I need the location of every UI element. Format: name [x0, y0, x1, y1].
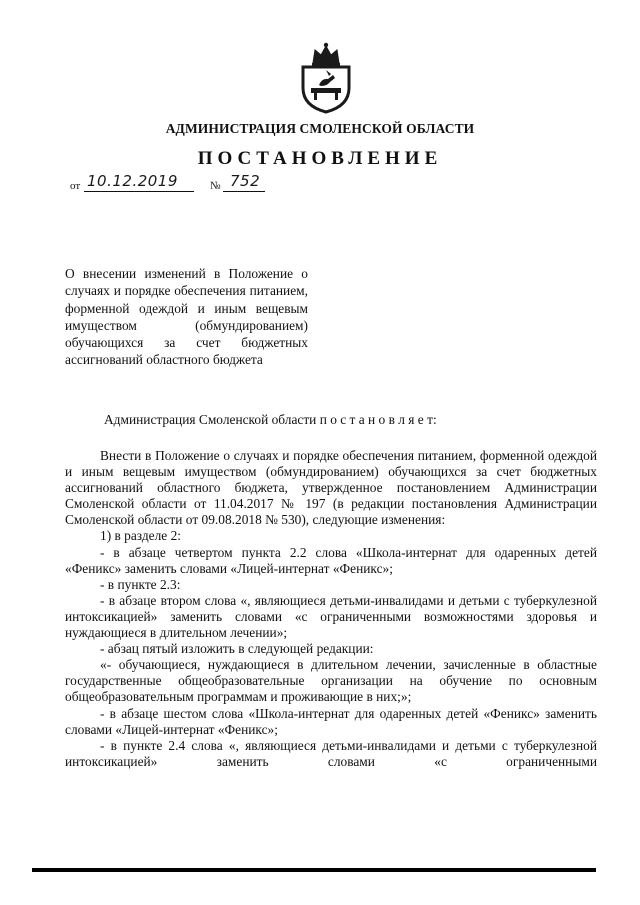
body-paragraph: - в пункте 2.4 слова «, являющиеся детьми-инвалидами и детьми с туберкулезной интоксикацией» заменить словами «с ограниченными — [65, 737, 597, 769]
document-body — [65, 448, 597, 770]
document-subject: О внесении изменений в Положение о случаях и порядке обеспечения питанием, форменной одеждой и иным вещевым имуществом (обмундированием) обучающихся за счет бюджетных ассигнований областного бюджета — [65, 266, 308, 368]
body-paragraph: 1) в разделе 2: — [100, 528, 182, 544]
body-paragraph: «- обучающиеся, нуждающиеся в длительном лечении, зачисленные в областные государственные общеобразовательные организации на обучение по основным общеобразовательным программам и проживающие в них;»; — [65, 657, 597, 705]
body-paragraph: Внести в Положение о случаях и порядке обеспечения питанием, форменной одеждой и иным вещевым имуществом (обмундированием) обучающихся за счет бюджетных ассигнований областного бюджета, утвержденное постановлением Администрации Смоленской области от 11.04.2017 № 197 (в редакции постановления Администрации Смоленской области от 09.08.2018 № 530), следующие изменения: — [65, 448, 597, 528]
number-underline — [223, 191, 265, 192]
organization-name: АДМИНИСТРАЦИЯ СМОЛЕНСКОЙ ОБЛАСТИ — [165, 121, 475, 136]
preamble: Администрация Смоленской области п о с т а н о в л я е т: — [104, 412, 437, 427]
date-underline — [84, 191, 194, 192]
number-prefix: № — [210, 180, 221, 192]
document-type-title: ПОСТАНОВЛЕНИЕ — [197, 148, 443, 169]
body-paragraph: - в абзаце втором слова «, являющиеся детьми-инвалидами и детьми с туберкулезной интоксикацией» заменить словами «с ограниченными возможностями здоровья и нуждающиеся в длительном лечении»; — [65, 592, 597, 641]
coat-of-arms-emblem — [297, 42, 355, 114]
body-paragraph: - абзац пятый изложить в следующей редакции: — [100, 641, 374, 657]
body-paragraph: - в абзаце шестом слова «Школа-интернат для одаренных детей «Феникс» заменить словами «Лицей-интернат «Феникс»; — [65, 705, 597, 737]
page-bottom-rule — [32, 868, 596, 872]
handwritten-date: 10.12.2019 — [87, 172, 178, 190]
body-paragraph: - в абзаце четвертом пункта 2.2 слова «Школа-интернат для одаренных детей «Феникс» заменить словами «Лицей-интернат «Феникс»; — [65, 544, 597, 576]
body-paragraph: - в пункте 2.3: — [100, 576, 181, 592]
handwritten-number: 752 — [230, 172, 261, 190]
date-prefix: от — [70, 180, 81, 192]
